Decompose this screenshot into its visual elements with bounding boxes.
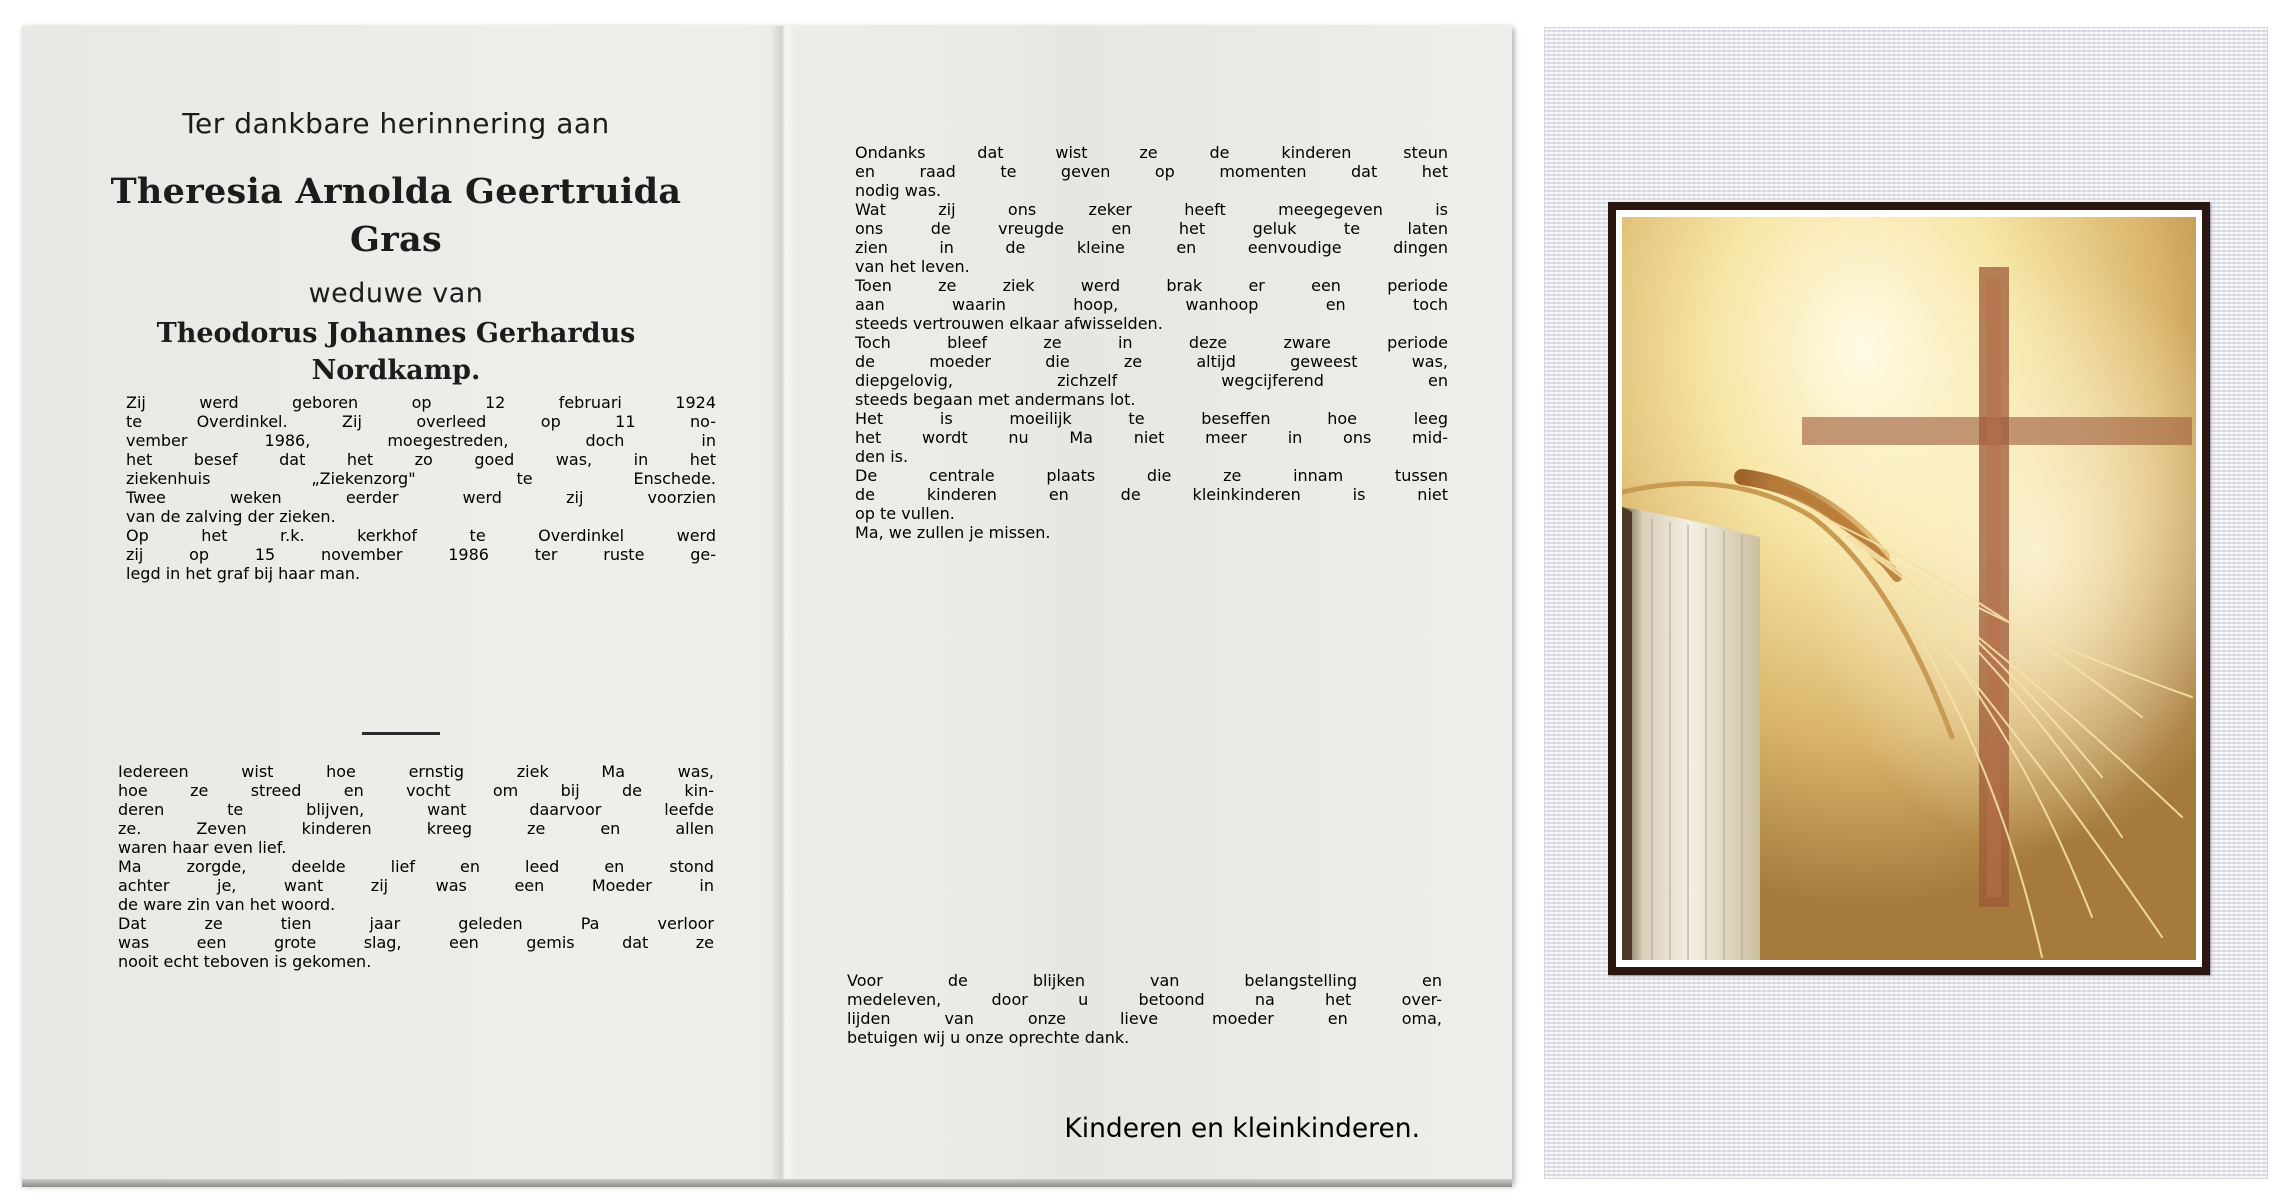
section-divider (362, 732, 440, 735)
tribute-paragraph (118, 762, 714, 971)
text-line: van de zalving der zieken. (126, 507, 336, 526)
text-line: medeleven, door u betoond na het over- (847, 990, 1442, 1009)
text-line: Zij werd geboren op 12 februari 1924 (126, 393, 716, 412)
text-line: ze. Zeven kinderen kreeg ze en allen (118, 819, 714, 838)
text-line: den is. (855, 447, 909, 466)
text-line: deren te blijven, want daarvoor leefde (118, 800, 714, 819)
text-line: nooit echt teboven is gekomen. (118, 952, 372, 971)
biography-paragraph (126, 393, 716, 583)
text-line: Op het r.k. kerkhof te Overdinkel werd (126, 526, 716, 545)
text-line: ons de vreugde en het geluk te laten (855, 219, 1448, 238)
memorial-card (22, 26, 1512, 1184)
text-line: het besef dat het zo goed was, in het (126, 450, 716, 469)
cross-book-wheat-photo (1622, 217, 2196, 960)
signature-area (798, 26, 1512, 1184)
husband-surname: Nordkamp. (311, 355, 481, 386)
text-line: steeds vertrouwen elkaar afwisselden. (855, 314, 1163, 333)
photo-frame (1608, 202, 2210, 975)
text-line: vember 1986, moegestreden, doch in (126, 431, 716, 450)
text-line: hoe ze streed en vocht om bij de kin- (118, 781, 714, 800)
text-line: steeds begaan met andermans lot. (855, 390, 1136, 409)
text-line: Toen ze ziek werd brak er een periode (855, 276, 1448, 295)
photo-card (1544, 27, 2268, 1179)
husband-name: Theodorus Johannes Gerhardus (156, 318, 636, 349)
card-fold (770, 26, 796, 1184)
text-line: Ma, we zullen je missen. (855, 523, 1051, 542)
photo-illustration (1622, 217, 2196, 960)
text-line: ziekenhuis „Ziekenzorg" te Enschede. (126, 469, 716, 488)
text-line: diepgelovig, zichzelf wegcijferend en (855, 371, 1448, 390)
text-line: Ma zorgde, deelde lief en leed en stond (118, 857, 714, 876)
text-line: aan waarin hoop, wanhoop en toch (855, 295, 1448, 314)
text-line: Twee weken eerder werd zij voorzien (126, 488, 716, 507)
text-line: lijden van onze lieve moeder en oma, (847, 1009, 1442, 1028)
intro-text: Ter dankbare herinnering aan (182, 107, 610, 140)
text-line: Het is moeilijk te beseffen hoe leeg (855, 409, 1448, 428)
text-line: Voor de blijken van belangstelling en (847, 971, 1442, 990)
left-page (22, 26, 770, 1184)
signature-text: Kinderen en kleinkinderen. (1064, 1113, 1420, 1144)
text-line: de moeder die ze altijd geweest was, (855, 352, 1448, 371)
text-line: zien in de kleine en eenvoudige dingen (855, 238, 1448, 257)
text-line: betuigen wij u onze oprechte dank. (847, 1028, 1130, 1047)
text-line: te Overdinkel. Zij overleed op 11 no- (126, 412, 716, 431)
text-line: Ondanks dat wist ze de kinderen steun (855, 143, 1448, 162)
widow-of-text: weduwe van (308, 278, 484, 309)
text-line: nodig was. (855, 181, 942, 200)
text-line: legd in het graf bij haar man. (126, 564, 361, 583)
text-line: achter je, want zij was een Moeder in (118, 876, 714, 895)
text-line: en raad te geven op momenten dat het (855, 162, 1448, 181)
text-line: van het leven. (855, 257, 970, 276)
text-line: Toch bleef ze in deze zware periode (855, 333, 1448, 352)
deceased-surname: Gras (350, 219, 442, 260)
text-line: waren haar even lief. (118, 838, 287, 857)
text-line: op te vullen. (855, 504, 955, 523)
text-line: het wordt nu Ma niet meer in ons mid- (855, 428, 1448, 447)
photo-mat (1616, 210, 2202, 967)
text-line: de kinderen en de kleinkinderen is niet (855, 485, 1448, 504)
text-line: Dat ze tien jaar geleden Pa verloor (118, 914, 714, 933)
text-line: Iedereen wist hoe ernstig ziek Ma was, (118, 762, 714, 781)
text-line: de ware zin van het woord. (118, 895, 336, 914)
deceased-name: Theresia Arnolda Geertruida (110, 171, 682, 212)
text-line: zij op 15 november 1986 ter ruste ge- (126, 545, 716, 564)
text-line: Wat zij ons zeker heeft meegegeven is (855, 200, 1448, 219)
text-line: was een grote slag, een gemis dat ze (118, 933, 714, 952)
text-line: De centrale plaats die ze innam tussen (855, 466, 1448, 485)
